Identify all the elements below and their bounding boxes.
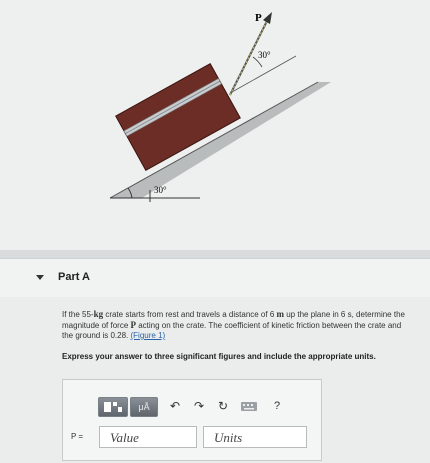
keyboard-icon[interactable] [238, 397, 260, 415]
force-angle-label: 30° [258, 50, 271, 60]
force-arrow-head [263, 12, 272, 24]
answer-instruction: Express your answer to three significant figures and include the appropriate units. [62, 352, 376, 361]
redo-icon[interactable]: ↷ [193, 399, 205, 413]
crate [116, 64, 241, 171]
answer-box [62, 379, 322, 461]
templates-button[interactable] [98, 397, 128, 417]
units-button-label: μÅ [138, 402, 150, 412]
reset-icon[interactable]: ↻ [217, 399, 229, 413]
figure-link[interactable]: (Figure 1) [130, 331, 166, 340]
answer-variable-label: P = [71, 432, 84, 441]
force-label: P [255, 12, 262, 24]
units-input[interactable]: Units [203, 426, 307, 448]
collapse-caret-icon[interactable] [36, 275, 44, 280]
part-a-header[interactable] [0, 258, 430, 298]
problem-statement: If the 55-kg crate starts from rest and travels a distance of 6 m up the plane in 6 s, determine the magnitude of force P acting on the crate. The coefficient of kinetic friction between the crate and the ground is 0.28. (Figure 1) [62, 309, 405, 340]
incline-angle-label: 30° [154, 185, 167, 195]
part-title: Part A [58, 271, 90, 283]
units-button[interactable] [130, 397, 158, 417]
templates-icon [99, 398, 127, 416]
value-input[interactable]: Value [99, 426, 197, 448]
undo-icon[interactable]: ↶ [169, 399, 181, 413]
question-content [0, 297, 430, 463]
help-icon[interactable]: ? [273, 400, 281, 412]
